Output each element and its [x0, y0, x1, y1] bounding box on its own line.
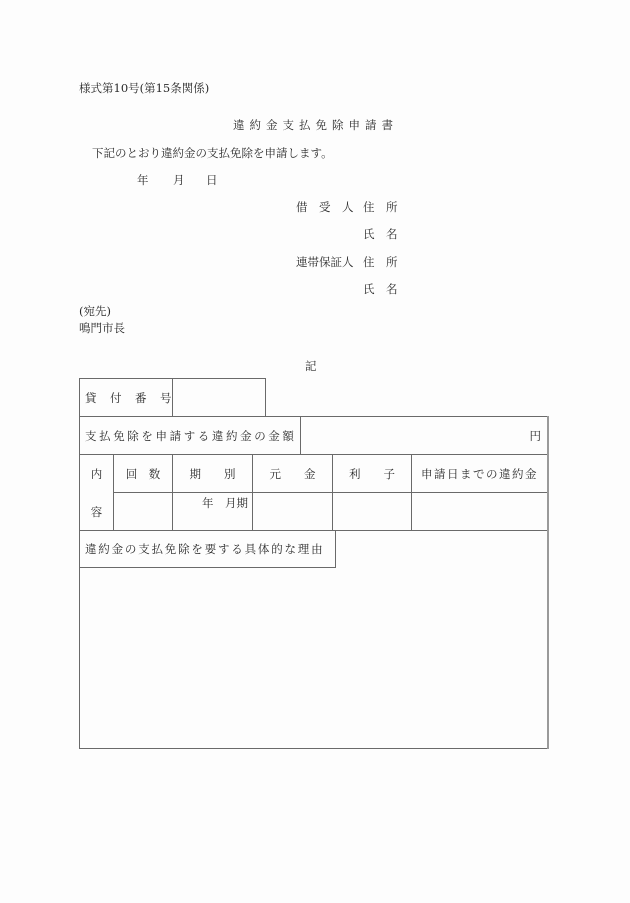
amount-label: 支払免除を申請する違約金の金額 — [85, 428, 297, 443]
yen-unit: 円 — [529, 428, 541, 443]
principal-field[interactable] — [253, 493, 332, 530]
guarantor-address-label: 住 所 — [363, 255, 398, 269]
borrower-name-label: 氏 名 — [363, 227, 398, 241]
header-interest: 利 子 — [349, 466, 395, 481]
borrower-address-label: 住 所 — [363, 200, 398, 214]
loan-number-field[interactable] — [173, 379, 265, 416]
reason-field[interactable] — [80, 568, 547, 748]
borrower-label: 借 受 人 — [296, 200, 354, 214]
date-day-label: 日 — [206, 173, 218, 187]
period-field[interactable]: 年 月期 — [202, 496, 248, 510]
content-label-top: 内 — [90, 466, 103, 481]
amount-field[interactable] — [301, 417, 541, 454]
interest-field[interactable] — [333, 493, 411, 530]
addressee-prefix: (宛先) — [79, 304, 111, 318]
intro-text: 下記のとおり違約金の支払免除を申請します。 — [92, 146, 333, 160]
penalty-to-date-field[interactable] — [412, 493, 547, 530]
addressee-name: 鳴門市長 — [79, 321, 125, 335]
ki-heading: 記 — [305, 359, 317, 373]
header-penalty-to-date: 申請日までの違約金 — [421, 466, 538, 481]
header-count: 回 数 — [125, 466, 161, 481]
document-title: 違約金支払免除申請書 — [233, 118, 398, 132]
date-year-label: 年 — [137, 173, 149, 187]
header-period: 期 別 — [189, 466, 236, 481]
header-principal: 元 金 — [269, 466, 316, 481]
count-field[interactable] — [114, 493, 172, 530]
content-label-bottom: 容 — [90, 504, 103, 519]
date-month-label: 月 — [173, 173, 185, 187]
guarantor-label: 連帯保証人 — [296, 255, 354, 269]
loan-number-label: 貸 付 番 号 — [85, 390, 173, 405]
form-number: 様式第10号(第15条関係) — [79, 81, 210, 95]
guarantor-name-label: 氏 名 — [363, 282, 398, 296]
reason-label: 違約金の支払免除を要する具体的な理由 — [85, 542, 325, 556]
